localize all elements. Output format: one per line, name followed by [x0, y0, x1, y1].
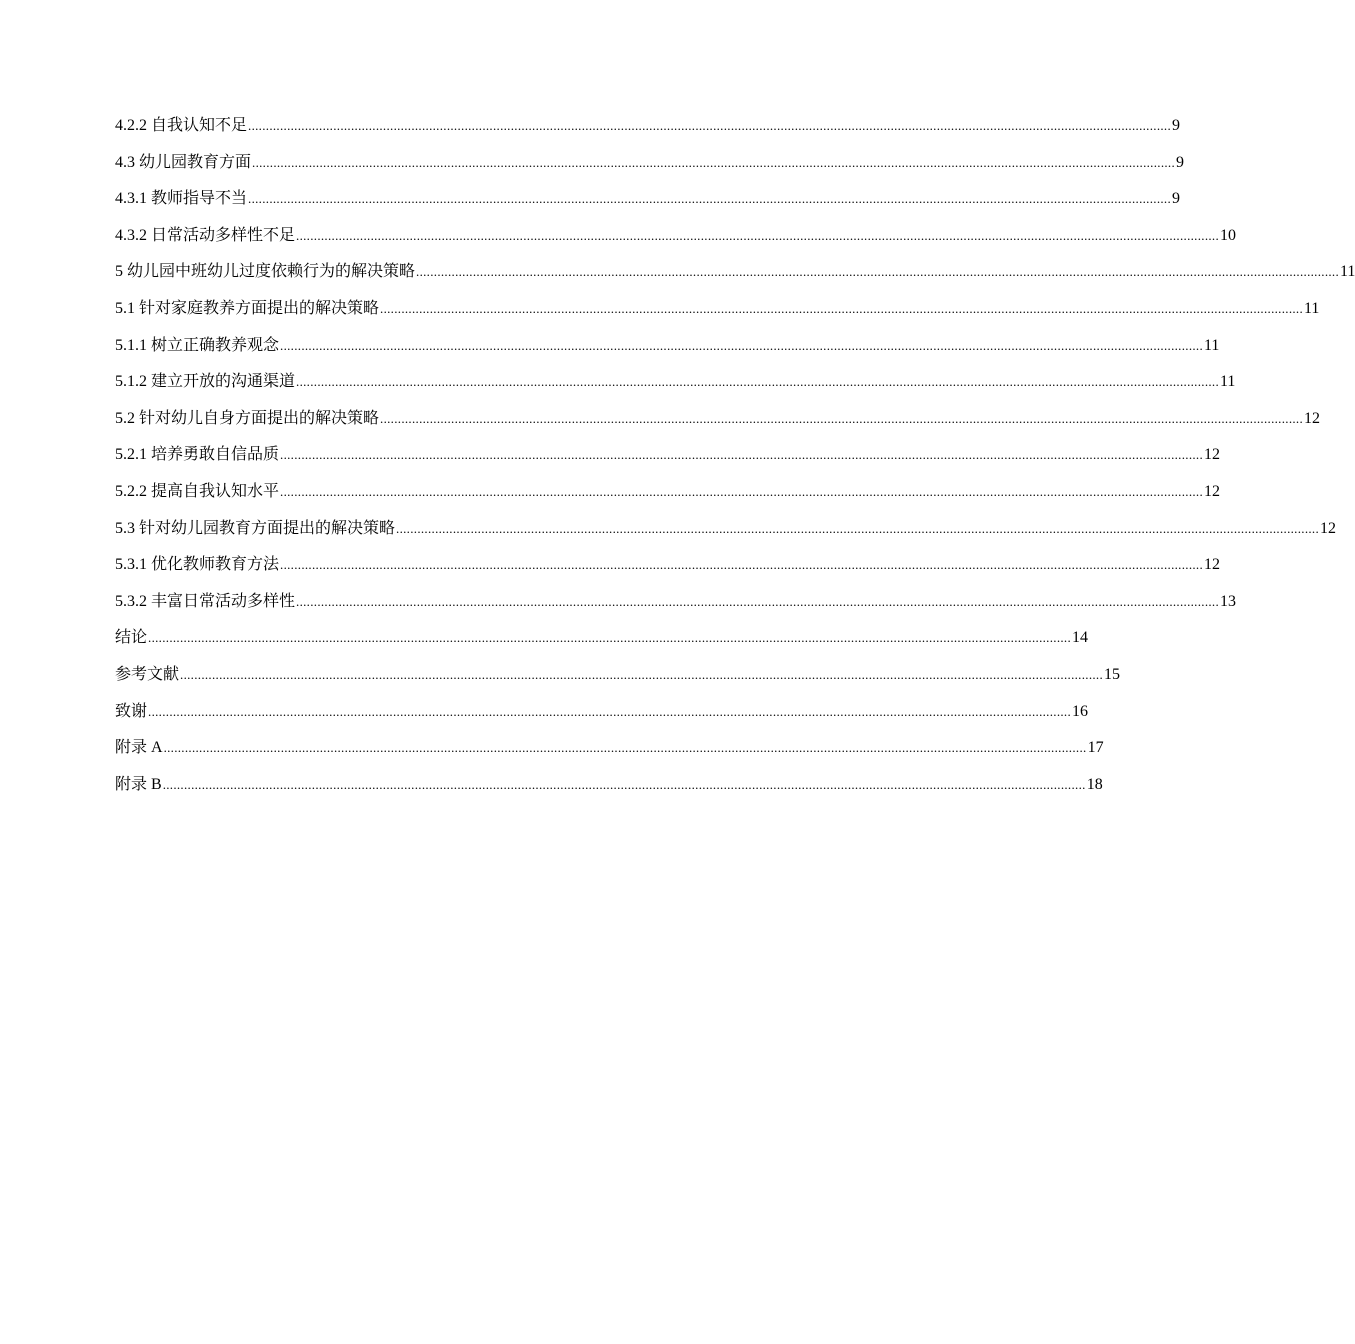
toc-entry-page: 13 — [1220, 592, 1237, 610]
toc-leader-dots: .................................................................................................................................................................................................................................................................... — [280, 447, 1204, 463]
toc-leader-dots: .................................................................................................................................................................................................................................................................... — [148, 703, 1072, 719]
toc-entry-page: 10 — [1220, 226, 1237, 244]
toc-entry-label: 参考文献 — [115, 665, 180, 683]
toc-entry-label: 5.2.1 培养勇敢自信品质 — [115, 446, 280, 464]
toc-entry-page: 12 — [1304, 409, 1321, 427]
toc-leader-dots: .................................................................................................................................................................................................................................................................... — [380, 300, 1304, 316]
toc-entry-page: 16 — [1072, 702, 1089, 720]
toc-entry-label: 5.3.1 优化教师教育方法 — [115, 556, 280, 574]
toc-entry-page: 12 — [1204, 482, 1221, 500]
toc-entry-label: 5 幼儿园中班幼儿过度依赖行为的解决策略 — [115, 263, 416, 281]
toc-entry-label: 4.3 幼儿园教育方面 — [115, 153, 252, 171]
toc-entry-5-1[interactable] — [115, 298, 1320, 335]
toc-entry-page: 11 — [1220, 373, 1236, 391]
toc-entry-5-2-1[interactable] — [115, 444, 1221, 481]
toc-entry-page: 9 — [1176, 153, 1185, 171]
toc-leader-dots: .................................................................................................................................................................................................................................................................... — [248, 118, 1172, 133]
toc-leader-dots: .................................................................................................................................................................................................................................................................... — [296, 374, 1220, 390]
table-of-contents — [115, 115, 1355, 810]
toc-entry-page: 11 — [1304, 299, 1320, 317]
toc-entry-label: 5.1 针对家庭教养方面提出的解决策略 — [115, 299, 380, 317]
toc-entry-page: 17 — [1087, 739, 1104, 757]
toc-entry-label: 4.2.2 自我认知不足 — [115, 117, 248, 134]
toc-leader-dots: .................................................................................................................................................................................................................................................................... — [163, 740, 1087, 756]
toc-entry-label: 5.3.2 丰富日常活动多样性 — [115, 592, 296, 610]
toc-entry-4-3-1[interactable] — [115, 188, 1181, 225]
toc-entry-page: 9 — [1172, 190, 1181, 208]
toc-entry-5-2-2[interactable] — [115, 481, 1221, 518]
toc-entry-5-1-1[interactable] — [115, 335, 1220, 372]
toc-entry-5-2[interactable] — [115, 408, 1321, 445]
toc-entry-page: 12 — [1320, 519, 1337, 537]
toc-entry-5-3-1[interactable] — [115, 554, 1221, 591]
toc-entry-acknowledgements[interactable] — [115, 701, 1089, 738]
toc-leader-dots: .................................................................................................................................................................................................................................................................... — [280, 483, 1204, 499]
toc-entry-label: 5.2 针对幼儿自身方面提出的解决策略 — [115, 409, 380, 427]
toc-entry-page: 15 — [1104, 665, 1121, 683]
toc-leader-dots: .................................................................................................................................................................................................................................................................... — [148, 630, 1072, 646]
toc-leader-dots: .................................................................................................................................................................................................................................................................... — [296, 227, 1220, 243]
toc-entry-4-2-2[interactable] — [115, 115, 1181, 152]
toc-entry-page: 12 — [1204, 446, 1221, 464]
toc-entry-label: 5.1.1 树立正确教养观念 — [115, 336, 280, 354]
toc-entry-appendix-b[interactable] — [115, 774, 1103, 811]
toc-entry-references[interactable] — [115, 664, 1121, 701]
toc-entry-page: 11 — [1340, 263, 1355, 281]
toc-entry-label: 结论 — [115, 629, 148, 647]
toc-entry-label: 4.3.2 日常活动多样性不足 — [115, 226, 296, 244]
toc-leader-dots: .................................................................................................................................................................................................................................................................... — [252, 154, 1176, 170]
toc-entry-page: 18 — [1086, 775, 1103, 793]
toc-leader-dots: .................................................................................................................................................................................................................................................................... — [280, 337, 1204, 353]
toc-entry-label: 4.3.1 教师指导不当 — [115, 190, 248, 208]
toc-entry-appendix-a[interactable] — [115, 737, 1104, 774]
toc-leader-dots: .................................................................................................................................................................................................................................................................... — [180, 666, 1104, 682]
toc-entry-label: 5.2.2 提高自我认知水平 — [115, 482, 280, 500]
toc-leader-dots: .................................................................................................................................................................................................................................................................... — [416, 264, 1340, 280]
toc-entry-page: 12 — [1204, 556, 1221, 574]
toc-entry-4-3-2[interactable] — [115, 225, 1237, 262]
toc-entry-5-3[interactable] — [115, 518, 1337, 555]
toc-entry-label: 附录 A — [115, 739, 163, 757]
toc-entry-label: 附录 B — [115, 775, 162, 793]
toc-leader-dots: .................................................................................................................................................................................................................................................................... — [248, 191, 1172, 207]
toc-entry-label: 致谢 — [115, 702, 148, 720]
toc-leader-dots: .................................................................................................................................................................................................................................................................... — [380, 410, 1304, 426]
toc-entry-page: 9 — [1172, 117, 1181, 134]
toc-entry-page: 11 — [1204, 336, 1220, 354]
toc-entry-label: 5.3 针对幼儿园教育方面提出的解决策略 — [115, 519, 396, 537]
toc-entry-page: 14 — [1072, 629, 1089, 647]
toc-entry-conclusion[interactable] — [115, 627, 1089, 664]
toc-entry-5-3-2[interactable] — [115, 591, 1237, 628]
toc-leader-dots: .................................................................................................................................................................................................................................................................... — [296, 593, 1220, 609]
toc-leader-dots: .................................................................................................................................................................................................................................................................... — [396, 520, 1320, 536]
toc-entry-5[interactable] — [115, 261, 1355, 298]
toc-entry-5-1-2[interactable] — [115, 371, 1236, 408]
toc-entry-label: 5.1.2 建立开放的沟通渠道 — [115, 373, 296, 391]
toc-leader-dots: .................................................................................................................................................................................................................................................................... — [280, 557, 1204, 573]
toc-entry-4-3[interactable] — [115, 152, 1185, 189]
toc-leader-dots: .................................................................................................................................................................................................................................................................... — [162, 776, 1086, 792]
